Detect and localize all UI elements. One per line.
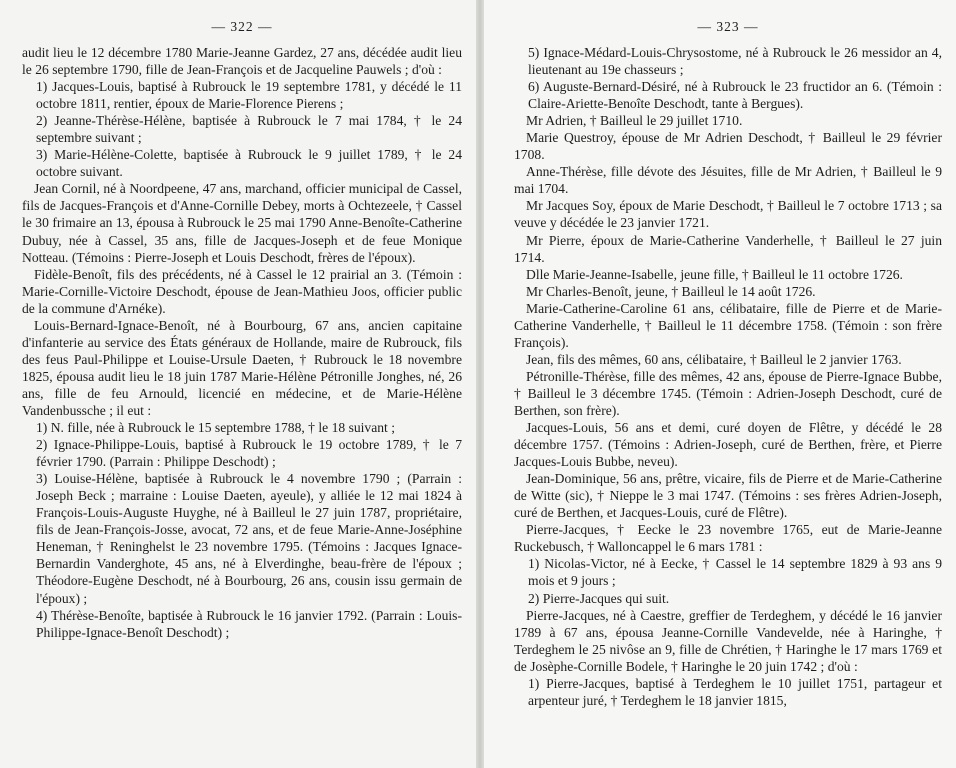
paragraph: Mr Adrien, † Bailleul le 29 juillet 1710.	[526, 113, 743, 129]
book-gutter	[476, 0, 484, 768]
list-item: 2) Ignace-Philippe-Louis, baptisé à Rubrouck le 19 octobre 1789, † le 7 février 1790. (Parrain : Philippe Deschodt) ;	[36, 437, 462, 470]
paragraph: Pierre-Jacques, † Eecke le 23 novembre 1765, eut de Marie-Jeanne Ruckebusch, † Walloncappel le 6 mars 1781 :	[514, 522, 942, 555]
page-number: — 322 —	[211, 19, 273, 34]
list-item: 1) Jacques-Louis, baptisé à Rubrouck le 19 septembre 1781, y décédé le 11 octobre 1811, rentier, époux de Marie-Florence Pierens ;	[36, 79, 462, 112]
list-item: 1) Pierre-Jacques, baptisé à Terdeghem le 10 juillet 1751, partageur et arpenteur juré, † Terdeghem le 18 janvier 1815,	[528, 675, 942, 708]
paragraph: Jean-Dominique, 56 ans, prêtre, vicaire, fils de Pierre et de Marie-Catherine de Witte (sic), † Nieppe le 3 mai 1747. (Témoins : ses frères Adrien-Joseph, curé de Berthen, et Jacques-Louis, curé de Flêtre).	[514, 471, 942, 521]
paragraph: audit lieu le 12 décembre 1780 Marie-Jeanne Gardez, 27 ans, décédée audit lieu le 26 septembre 1790, fille de Jean-François et de Jacqueline Pauwels ; d'où :	[22, 45, 462, 78]
list-item: 2) Pierre-Jacques qui suit.	[528, 590, 670, 606]
paragraph: Marie-Catherine-Caroline 61 ans, célibataire, fille de Pierre et de Marie-Catherine Vanderhelle, † Bailleul le 11 décembre 1758. (Témoin : son frère François).	[514, 300, 942, 350]
left-page	[0, 0, 476, 768]
list-item: 3) Louise-Hélène, baptisée à Rubrouck le 4 novembre 1790 ; (Parrain : Joseph Beck ; marraine : Louise Daeten, ayeule), y alliée le 12 mai 1824 à François-Louis-Auguste Huyghe, né à Bailleul le 27 juin 1787, propriétaire, fils de Jean-François-Josse, avocat, 72 ans, et de feue Marie-Anne-Joséphine Heneman, † Reninghelst le 23 novembre 1795. (Témoins : Jacques Ignace-Bernardin Vanderghote, 45 ans, né à Elverdinghe, beau-frère de l'époux ; Théodore-Eugène Deschodt, né à Bourbourg, 26 ans, cousin issu germain de l'époux) ;	[36, 471, 462, 606]
list-item: 6) Auguste-Bernard-Désiré, né à Rubrouck le 23 fructidor an 6. (Témoin : Claire-Ariette-Benoîte Deschodt, tante à Bergues).	[528, 79, 942, 112]
paragraph: Jacques-Louis, 56 ans et demi, curé doyen de Flêtre, y décédé le 28 décembre 1757. (Témoins : Adrien-Joseph, curé de Berthen, frère, et Pierre Jacques-Louis Bubbe, neveu).	[514, 420, 942, 470]
list-item: 3) Marie-Hélène-Colette, baptisée à Rubrouck le 9 juillet 1789, † le 24 octobre suivant.	[36, 147, 462, 180]
page-number: — 323 —	[697, 19, 759, 34]
list-item: 1) N. fille, née à Rubrouck le 15 septembre 1788, † le 18 suivant ;	[36, 420, 396, 436]
paragraph: Pétronille-Thérèse, fille des mêmes, 42 ans, épouse de Pierre-Ignace Bubbe, † Bailleul le 3 décembre 1745. (Témoin : Adrien-Joseph Deschodt, curé de Berthen, son frère).	[514, 368, 942, 418]
paragraph: Fidèle-Benoît, fils des précédents, né à Cassel le 12 prairial an 3. (Témoin : Marie-Cornille-Victoire Deschodt, épouse de Jean-Mathieu Joos, officier public de la commune d'Arnéke).	[22, 266, 462, 316]
right-page	[484, 0, 956, 768]
paragraph: Mr Charles-Benoît, jeune, † Bailleul le 14 août 1726.	[526, 283, 816, 299]
paragraph: Mr Pierre, époux de Marie-Catherine Vanderhelle, † Bailleul le 27 juin 1714.	[514, 232, 942, 265]
paragraph: Mr Jacques Soy, époux de Marie Deschodt, † Bailleul le 7 octobre 1713 ; sa veuve y décédée le 23 janvier 1721.	[514, 198, 942, 231]
list-item: 2) Jeanne-Thérèse-Hélène, baptisée à Rubrouck le 7 mai 1784, † le 24 septembre suivant ;	[36, 113, 462, 146]
paragraph: Jean, fils des mêmes, 60 ans, célibataire, † Bailleul le 2 janvier 1763.	[526, 351, 902, 367]
paragraph: Jean Cornil, né à Noordpeene, 47 ans, marchand, officier municipal de Cassel, fils de Jacques-François et d'Anne-Cornille Debey, morts à Ochtezeele, † Cassel le 30 frimaire an 13, épousa à Rubrouck le 25 mai 1790 Anne-Benoîte-Catherine Dubuy, née à Cassel, 35 ans, fille de Jacques-Joseph et de feue Monique Notteau. (Témoins : Pierre-Joseph et Louis Deschodt, frères de l'époux).	[22, 181, 462, 265]
paragraph: Pierre-Jacques, né à Caestre, greffier de Terdeghem, y décédé le 16 janvier 1789 à 67 ans, épousa Jeanne-Cornille Vandevelde, née à Haringhe, † Terdeghem le 25 nivôse an 9, fille de Chrétien, † Haringhe le 17 mars 1769 et de Josèphe-Cornille Bodele, † Haringhe le 20 juin 1742 ; d'où :	[514, 607, 942, 674]
page-text	[514, 44, 942, 709]
paragraph: Anne-Thérèse, fille dévote des Jésuites, fille de Mr Adrien, † Bailleul le 9 mai 1704.	[514, 164, 942, 197]
paragraph: Dlle Marie-Jeanne-Isabelle, jeune fille, † Bailleul le 11 octobre 1726.	[526, 266, 903, 282]
list-item: 4) Thérèse-Benoîte, baptisée à Rubrouck le 16 janvier 1792. (Parrain : Louis-Philippe-Ignace-Benoît Deschodt) ;	[36, 607, 462, 640]
list-item: 1) Nicolas-Victor, né à Eecke, † Cassel le 14 septembre 1829 à 93 ans 9 mois et 9 jours ;	[528, 556, 942, 589]
page-text	[22, 44, 462, 641]
list-item: 5) Ignace-Médard-Louis-Chrysostome, né à Rubrouck le 26 messidor an 4, lieutenant au 19e chasseurs ;	[528, 45, 942, 78]
paragraph: Marie Questroy, épouse de Mr Adrien Deschodt, † Bailleul le 29 février 1708.	[514, 130, 942, 163]
paragraph: Louis-Bernard-Ignace-Benoît, né à Bourbourg, 67 ans, ancien capitaine d'infanterie au service des États généraux de Hollande, maire de Rubrouck, fils des feus Paul-Philippe et Louise-Ursule Daeten, † Rubrouck le 18 novembre 1825, épousa audit lieu le 18 juin 1787 Marie-Hélène Pétronille Jonghes, né, 26 ans, fille de feu Arnould, licencié en médecine, et de Marie-Hélène Vandenbussche ; il eut :	[22, 317, 462, 418]
